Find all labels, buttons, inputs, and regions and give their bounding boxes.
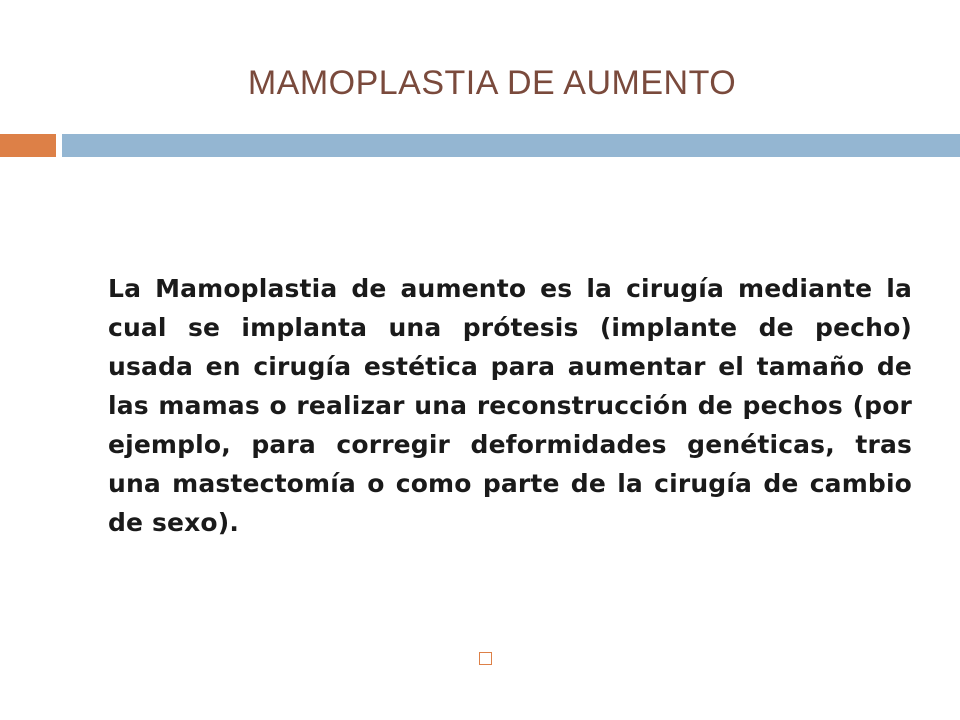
body-paragraph: La Mamoplastia de aumento es la cirugía mediante la cual se implanta una prótesis (implante de pecho) usada en cirugía estética para aumentar el tamaño de las mamas o realizar una reconstrucción de pechos (por ejemplo, para corregir deformidades genéticas, tras una mastectomía o como parte de la cirugía de cambio de sexo). <box>108 274 912 537</box>
title-accent-bar-orange <box>0 134 56 157</box>
slide-title: MAMOPLASTIA DE AUMENTO <box>247 64 737 102</box>
empty-square-icon <box>479 652 492 665</box>
title-accent-bar-blue <box>62 134 960 157</box>
